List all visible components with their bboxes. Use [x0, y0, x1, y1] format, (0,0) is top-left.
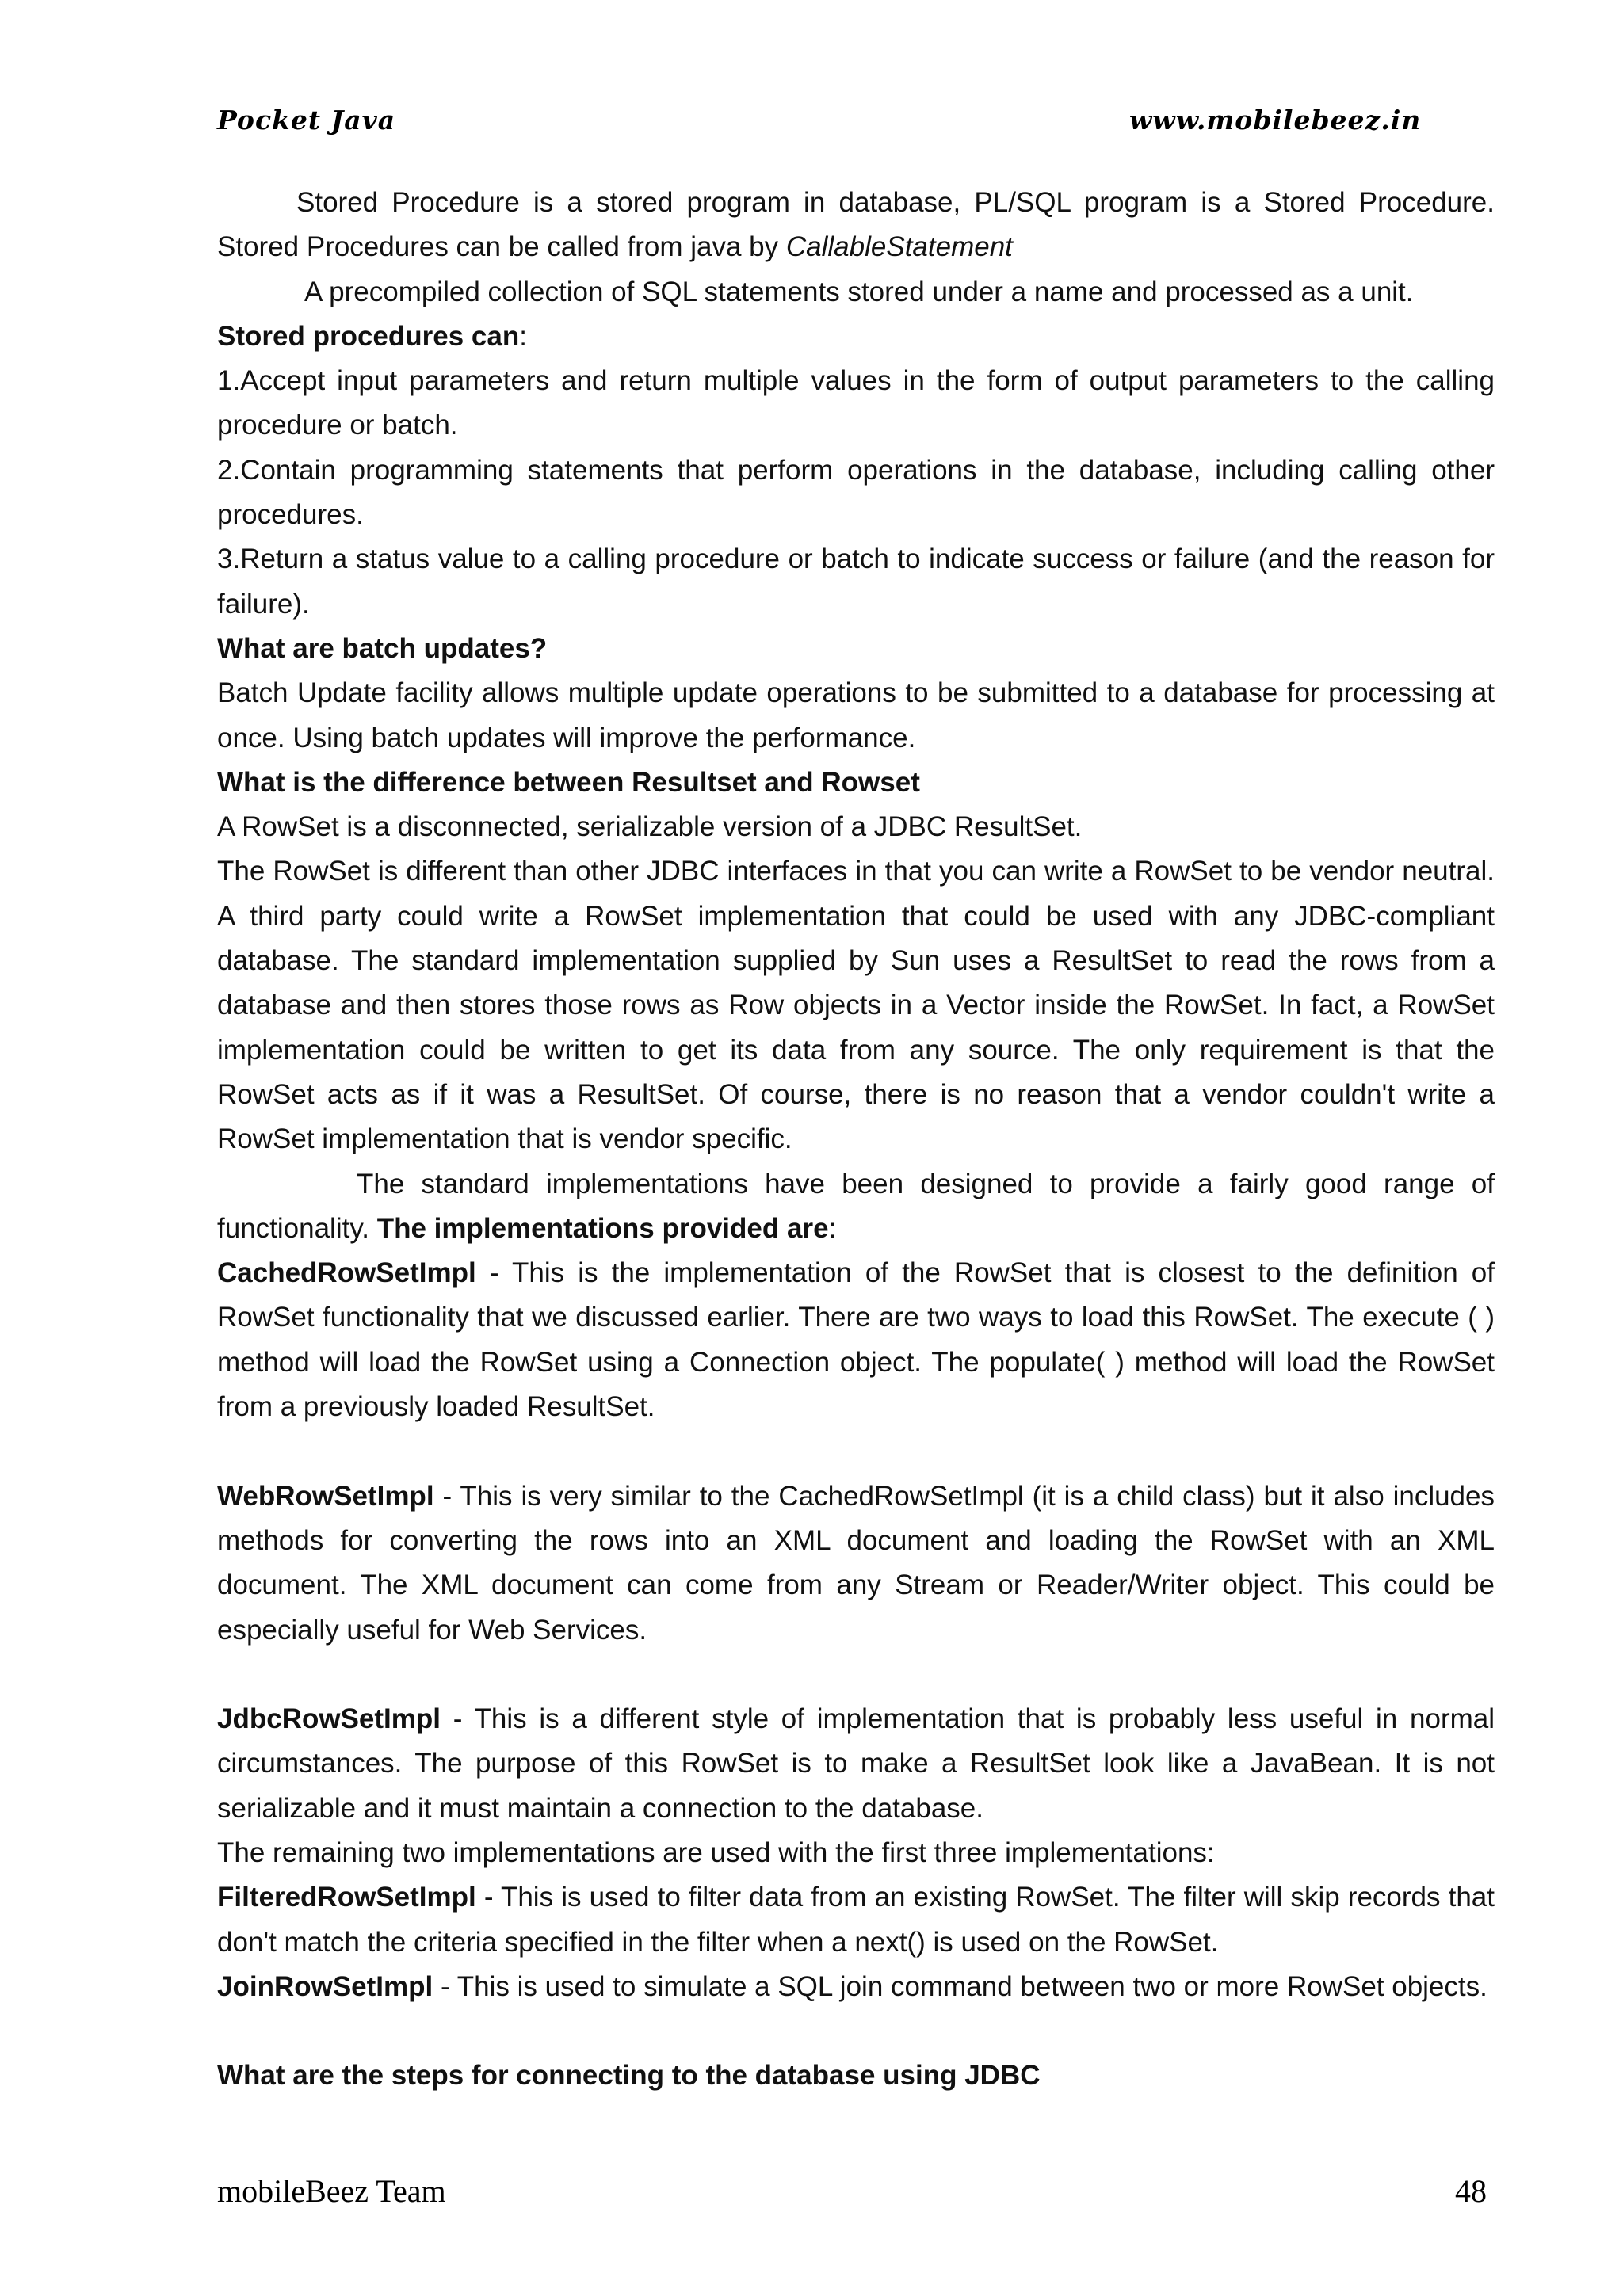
stored-procedure-paragraph: Stored Procedure is a stored program in database, PL/SQL program is a Stored Procedure. Stored Procedures can be called from java by CallableStatement — [217, 187, 1495, 263]
filtered-rowset-paragraph: FilteredRowSetImpl - This is used to filter data from an existing RowSet. The filter will skip records that don't match the criteria specified in the filter when a next() is used on the RowSet. — [217, 1882, 1495, 1958]
join-rowset-term: JoinRowSetImpl — [217, 1970, 433, 2002]
resultset-rowset-question: What is the difference between Resultset and Rowset — [217, 766, 920, 798]
standard-implementations-paragraph: The standard implementations have been designed to provide a fairly good range of functionality. The implementations provided are: — [217, 1168, 1495, 1244]
list-item: 1.Accept input parameters and return multiple values in the form of output parameters to the calling procedure or batch. — [217, 365, 1495, 441]
jdbc-rowset-paragraph: JdbcRowSetImpl - This is a different style of implementation that is probably less useful in normal circumstances. The purpose of this RowSet is to make a ResultSet look like a JavaBean. It is not serializable and it must maintain a connection to the database. — [217, 1703, 1495, 1824]
page-content — [217, 181, 1495, 2099]
join-rowset-paragraph: JoinRowSetImpl - This is used to simulate a SQL join command between two or more RowSet objects. — [217, 1970, 1487, 2002]
header-title: Pocket Java — [217, 105, 396, 135]
batch-updates-answer: Batch Update facility allows multiple update operations to be submitted to a database for processing at once. Using batch updates will improve the performance. — [217, 677, 1495, 753]
web-rowset-term: WebRowSetImpl — [217, 1480, 434, 1512]
spacer — [217, 1429, 1495, 1474]
page-number: 48 — [1455, 2173, 1487, 2209]
spacer — [217, 1653, 1495, 1697]
list-item: 3.Return a status value to a calling procedure or batch to indicate success or failure (and the reason for failure). — [217, 543, 1495, 620]
list-item: 2.Contain programming statements that perform operations in the database, including calling other procedures. — [217, 454, 1495, 531]
precompiled-paragraph: A precompiled collection of SQL statements stored under a name and processed as a unit. — [304, 276, 1414, 307]
web-rowset-paragraph: WebRowSetImpl - This is very similar to the CachedRowSetImpl (it is a child class) but it also includes methods for converting the rows into an XML document and loading the RowSet with an XML document. The XML document can come from any Stream or Reader/Writer object. This could be especially useful for Web Services. — [217, 1480, 1495, 1646]
rowset-definition: A RowSet is a disconnected, serializable version of a JDBC ResultSet. — [217, 811, 1083, 843]
batch-updates-question: What are batch updates? — [217, 632, 548, 664]
jdbc-steps-question: What are the steps for connecting to the database using JDBC — [217, 2060, 1041, 2092]
filtered-rowset-term: FilteredRowSetImpl — [217, 1882, 476, 1913]
cached-rowset-paragraph: CachedRowSetImpl - This is the implementation of the RowSet that is closest to the definition of RowSet functionality that we discussed earlier. There are two ways to load this RowSet. The execute ( ) method will load the RowSet using a Connection object. The populate( ) method will load the RowSet from a previously loaded ResultSet. — [217, 1257, 1495, 1423]
callable-statement-term: CallableStatement — [785, 231, 1013, 263]
cached-rowset-term: CachedRowSetImpl — [217, 1257, 476, 1289]
footer-author: mobileBeez Team — [217, 2173, 446, 2209]
spacer — [217, 2009, 1495, 2054]
rowset-explanation: The RowSet is different than other JDBC interfaces in that you can write a RowSet to be vendor neutral. A third party could write a RowSet implementation that could be used with any JDBC-compliant database. The standard implementation supplied by Sun uses a ResultSet to read the rows from a database and then stores those rows as Row objects in a Vector inside the RowSet. In fact, a RowSet implementation could be written to get its data from any source. The only requirement is that the RowSet acts as if it was a ResultSet. Of course, there is no reason that a vendor couldn't write a RowSet implementation that is vendor specific. — [217, 856, 1495, 1155]
header-website: www.mobilebeez.in — [1129, 105, 1422, 135]
remaining-implementations-paragraph: The remaining two implementations are used with the first three implementations: — [217, 1836, 1215, 1868]
stored-procedures-can-heading: Stored procedures can: — [217, 320, 527, 352]
jdbc-rowset-term: JdbcRowSetImpl — [217, 1703, 441, 1735]
